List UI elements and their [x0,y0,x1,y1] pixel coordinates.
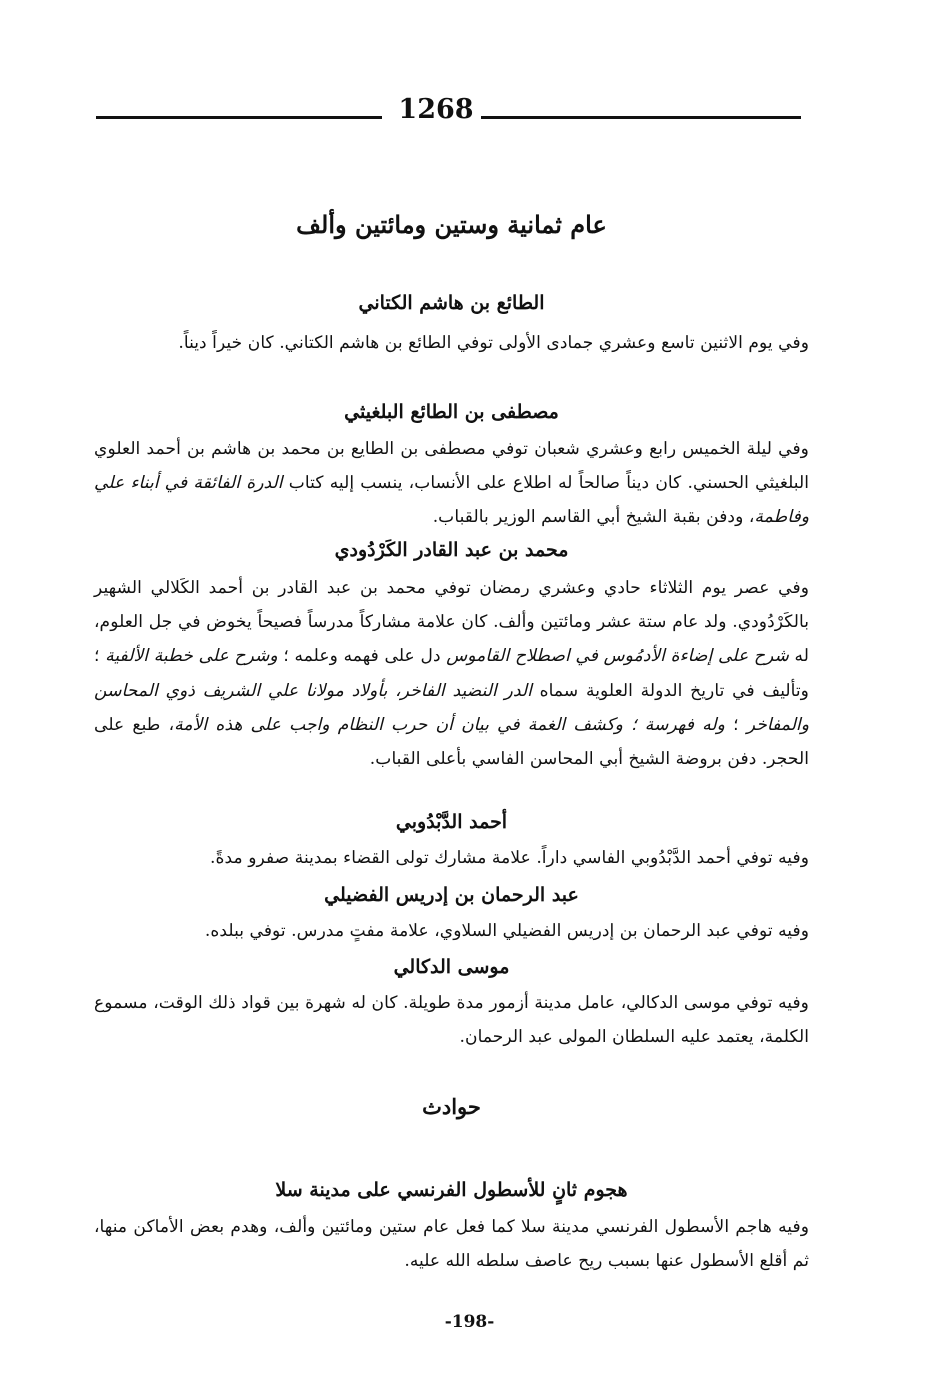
entry-heading-4: أحمد الدَّبْدُوبي [395,811,508,833]
entry-text-3 [94,571,809,776]
entry-heading-5: عبد الرحمان بن إدريس الفضيلي [324,884,579,906]
chapter-title: عام ثمانية وستين ومائتين وألف [296,210,607,239]
running-header [96,92,801,132]
entry-text-1 [94,326,809,360]
event-heading: هجوم ثانٍ للأسطول الفرنسي على مدينة سلا [275,1179,628,1201]
book-title: الدرة الفائقة في أبناء علي وفاطمة [94,473,809,528]
work-title: الدر النضيد الفاخر، بأولاد مولانا علي الشريف ذوي المحاسن والمفاخر [94,680,810,735]
header-rule-left [96,116,382,119]
entry-text-5: وفيه توفي عبد الرحمان بن إدريس الفضيلي السلاوي، علامة مفتٍ مدرس. توفي ببلده. [204,921,809,941]
event-paragraph: وفيه هاجم الأسطول الفرنسي مدينة سلا كما فعل عام ستين ومائتين وألف، وهدم بعض الأماكن منها، ثم أقلع الأسطول عنها بسبب ريح عاصف سلطه الله عليه. [94,1217,809,1272]
work-title: وله فهرسة ؛ وكشف الغمة في بيان أن حرب النظام واجب على هذه الأمة [174,714,725,735]
entry-paragraph: وفي يوم الاثنين تاسع وعشري جمادى الأولى توفي الطائع بن هاشم الكتاني. كان خيراً ديناً. [178,333,809,353]
entry-heading-1: الطائع بن هاشم الكتاني [358,292,545,314]
header-rule-right [481,116,801,119]
entry-heading-2: مصطفى بن الطائع البلغيثي [344,401,559,423]
page-number: -198- [444,1312,495,1332]
events-section-title: حوادث [422,1094,481,1119]
entry-paragraph: وفي ليلة الخميس رابع وعشري شعبان توفي مصطفى بن الطايع بن محمد بن هاشم بن أحمد العلوي البلغيثي الحسني. كان ديناً صالحاً له اطلاع على الأنساب، ينسب إليه كتاب الدرة الفائقة في أبناء علي وفاطمة، ودفن بقبة الشيخ أبي القاسم الوزير بالقباب. [94,439,810,528]
entry-heading-3: محمد بن عبد القادر الكَرْدُودي [334,539,569,561]
entry-text-6 [94,986,809,1054]
entry-text-4: وفيه توفي أحمد الدَّبْدُوبي الفاسي داراً. علامة مشارك تولى القضاء بمدينة صفرو مدةً. [210,848,809,868]
event-text [94,1210,809,1278]
entry-paragraph: وفيه توفي موسى الدكالي، عامل مدينة أزمور مدة طويلة. كان له شهرة بين قواد ذلك الوقت، مسموع الكلمة، يعتمد عليه السلطان المولى عبد الرحمان. [94,993,809,1048]
entry-heading-6: موسى الدكالي [393,956,510,978]
entry-paragraph: وفي عصر يوم الثلاثاء حادي وعشري رمضان توفي محمد بن عبد القادر بن أحمد الكَلالي الشهير بالكَرْدُودي. ولد عام ستة عشر ومائتين وألف. كان علامة مشاركاً مدرساً فصيحاً يخوض في جل العلوم، له شرح على إضاءة الأدمُوس في اصطلاح القاموس دل على فهمه وعلمه ؛ وشرح على خطبة الألفية ؛ وتأليف في تاريخ الدولة العلوية سماه الدر النضيد الفاخر، بأولاد مولانا علي الشريف ذوي المحاسن والمفاخر ؛ وله فهرسة ؛ وكشف الغمة في بيان أن حرب النظام واجب على هذه الأمة، طبع على الحجر. دفن بروضة الشيخ أبي المحاسن الفاسي بأعلى القباب. [94,578,810,770]
header-year: 1268 [398,94,474,125]
entry-text-2 [94,432,809,535]
work-title: شرح على إضاءة الأدمُوس في اصطلاح القاموس [446,646,789,667]
work-title: وشرح على خطبة الألفية [105,646,278,667]
